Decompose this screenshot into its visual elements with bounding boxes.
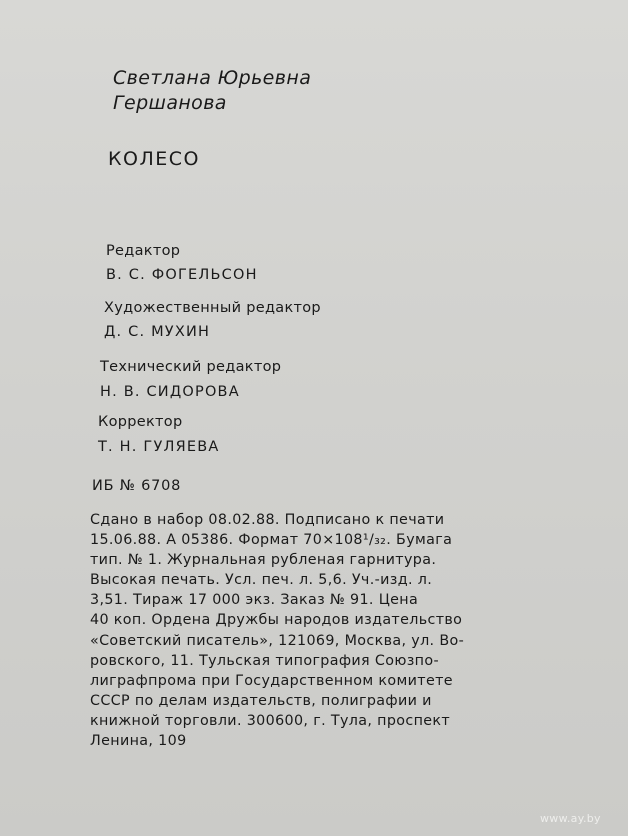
credit-role-proofreader: Корректор [98,414,183,430]
imprint-line: Сдано в набор 08.02.88. Подписано к печати [90,512,445,528]
book-title: КОЛЕСО [108,148,200,170]
ib-number: ИБ № 6708 [92,478,182,494]
credit-role-art-editor: Художественный редактор [104,300,321,316]
author-last-name: Гершанова [113,92,227,114]
credit-name-tech-editor: Н. В. СИДОРОВА [100,384,240,400]
imprint-line: 3,51. Тираж 17 000 экз. Заказ № 91. Цена [90,592,419,609]
author-first-name: Светлана Юрьевна [113,67,312,89]
imprint-line: книжной торговли. 300600, г. Тула, проспект [90,712,451,729]
imprint-line: «Советский писатель», 121069, Москва, ул. Во- [90,632,465,649]
credit-role-editor: Редактор [106,243,181,259]
author-name [113,66,311,116]
imprint-line: ровского, 11. Тульская типография Союзпо- [90,652,439,669]
credit-name-editor: В. С. ФОГЕЛЬСОН [106,267,258,283]
imprint-line: Высокая печать. Усл. печ. л. 5,6. Уч.-изд. л. [90,572,433,589]
imprint-block [90,510,530,751]
site-watermark: www.ay.by [540,812,601,825]
credit-role-tech-editor: Технический редактор [100,359,282,375]
imprint-line: 40 коп. Ордена Дружбы народов издательство [90,612,463,629]
imprint-line: лиграфпрома при Государственном комитете [90,672,453,689]
imprint-line: 15.06.88. А 05386. Формат 70×108¹/₃₂. Бумага [90,532,453,549]
credit-name-proofreader: Т. Н. ГУЛЯЕВА [98,439,220,455]
imprint-line: тип. № 1. Журнальная рубленая гарнитура. [90,552,437,569]
credit-name-art-editor: Д. С. МУХИН [104,324,211,340]
imprint-line: СССР по делам издательств, полиграфии и [90,692,432,709]
imprint-line: Ленина, 109 [90,733,187,750]
